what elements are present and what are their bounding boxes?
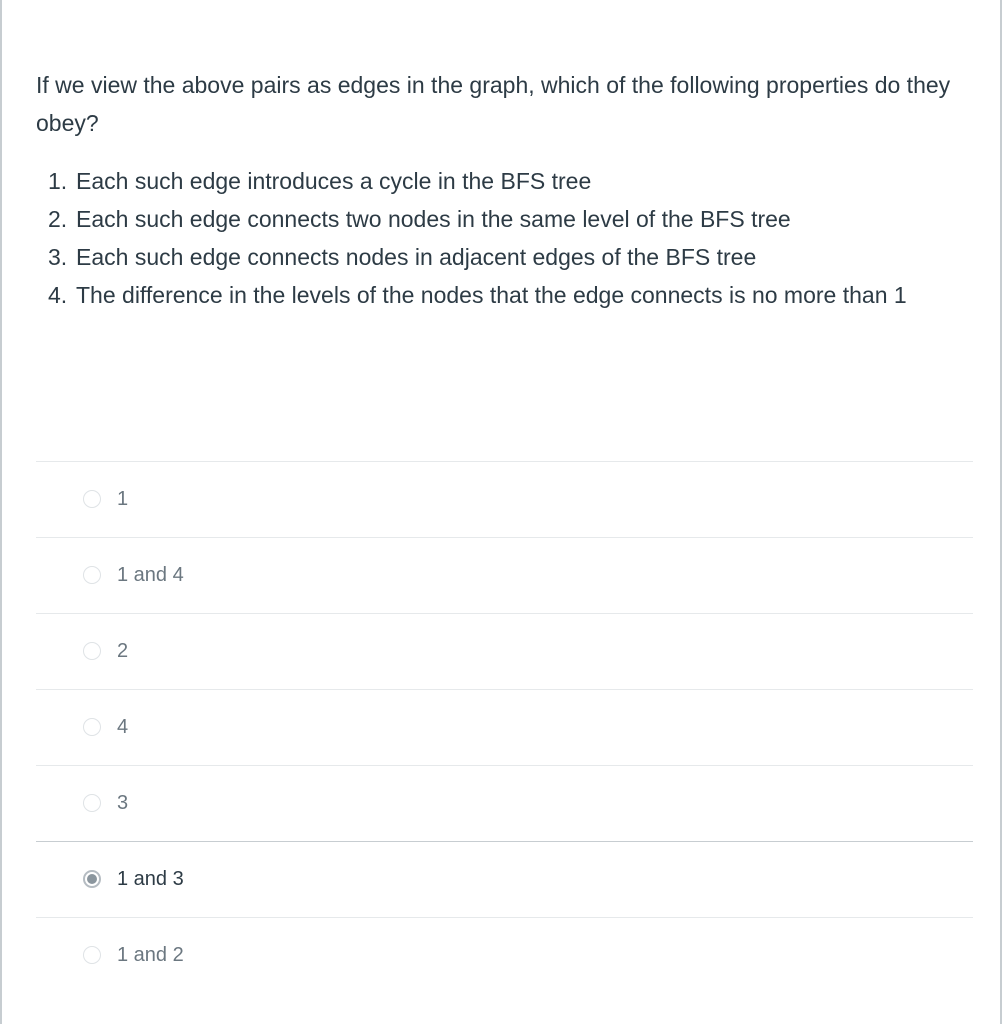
property-number: 4.	[48, 282, 68, 308]
answer-list	[36, 461, 973, 993]
radio-button[interactable]	[83, 642, 101, 660]
answer-option[interactable]	[36, 537, 973, 613]
property-text: Each such edge introduces a cycle in the BFS tree	[76, 168, 592, 194]
answer-label[interactable]: 1 and 4	[117, 564, 184, 586]
radio-button[interactable]	[83, 946, 101, 964]
question-text: If we view the above pairs as edges in the graph, which of the following properties do they obey?	[36, 72, 951, 136]
answer-label[interactable]: 1 and 3	[117, 868, 184, 890]
property-item	[48, 238, 966, 276]
property-item	[48, 276, 966, 314]
answer-label[interactable]: 4	[117, 716, 129, 738]
question-block	[36, 66, 966, 314]
answer-label[interactable]: 3	[117, 792, 129, 814]
property-text: The difference in the levels of the nodes that the edge connects is no more than 1	[76, 282, 907, 308]
property-list	[36, 162, 966, 314]
radio-button[interactable]	[83, 490, 101, 508]
answer-label[interactable]: 2	[117, 640, 129, 662]
answer-label[interactable]: 1 and 2	[117, 944, 184, 966]
property-item	[48, 162, 966, 200]
radio-button[interactable]	[83, 566, 101, 584]
property-number: 3.	[48, 244, 68, 270]
property-text: Each such edge connects two nodes in the same level of the BFS tree	[76, 206, 791, 232]
answer-option-selected[interactable]	[36, 841, 973, 917]
radio-button-selected[interactable]	[83, 870, 101, 888]
radio-button[interactable]	[83, 794, 101, 812]
answer-option[interactable]	[36, 689, 973, 765]
radio-button[interactable]	[83, 718, 101, 736]
answer-label[interactable]: 1	[117, 488, 129, 510]
property-item	[48, 200, 966, 238]
answer-option[interactable]	[36, 917, 973, 993]
answer-option[interactable]	[36, 765, 973, 841]
property-number: 1.	[48, 168, 68, 194]
property-text: Each such edge connects nodes in adjacent edges of the BFS tree	[76, 244, 757, 270]
answer-option[interactable]	[36, 613, 973, 689]
answer-option[interactable]	[36, 461, 973, 537]
property-number: 2.	[48, 206, 68, 232]
